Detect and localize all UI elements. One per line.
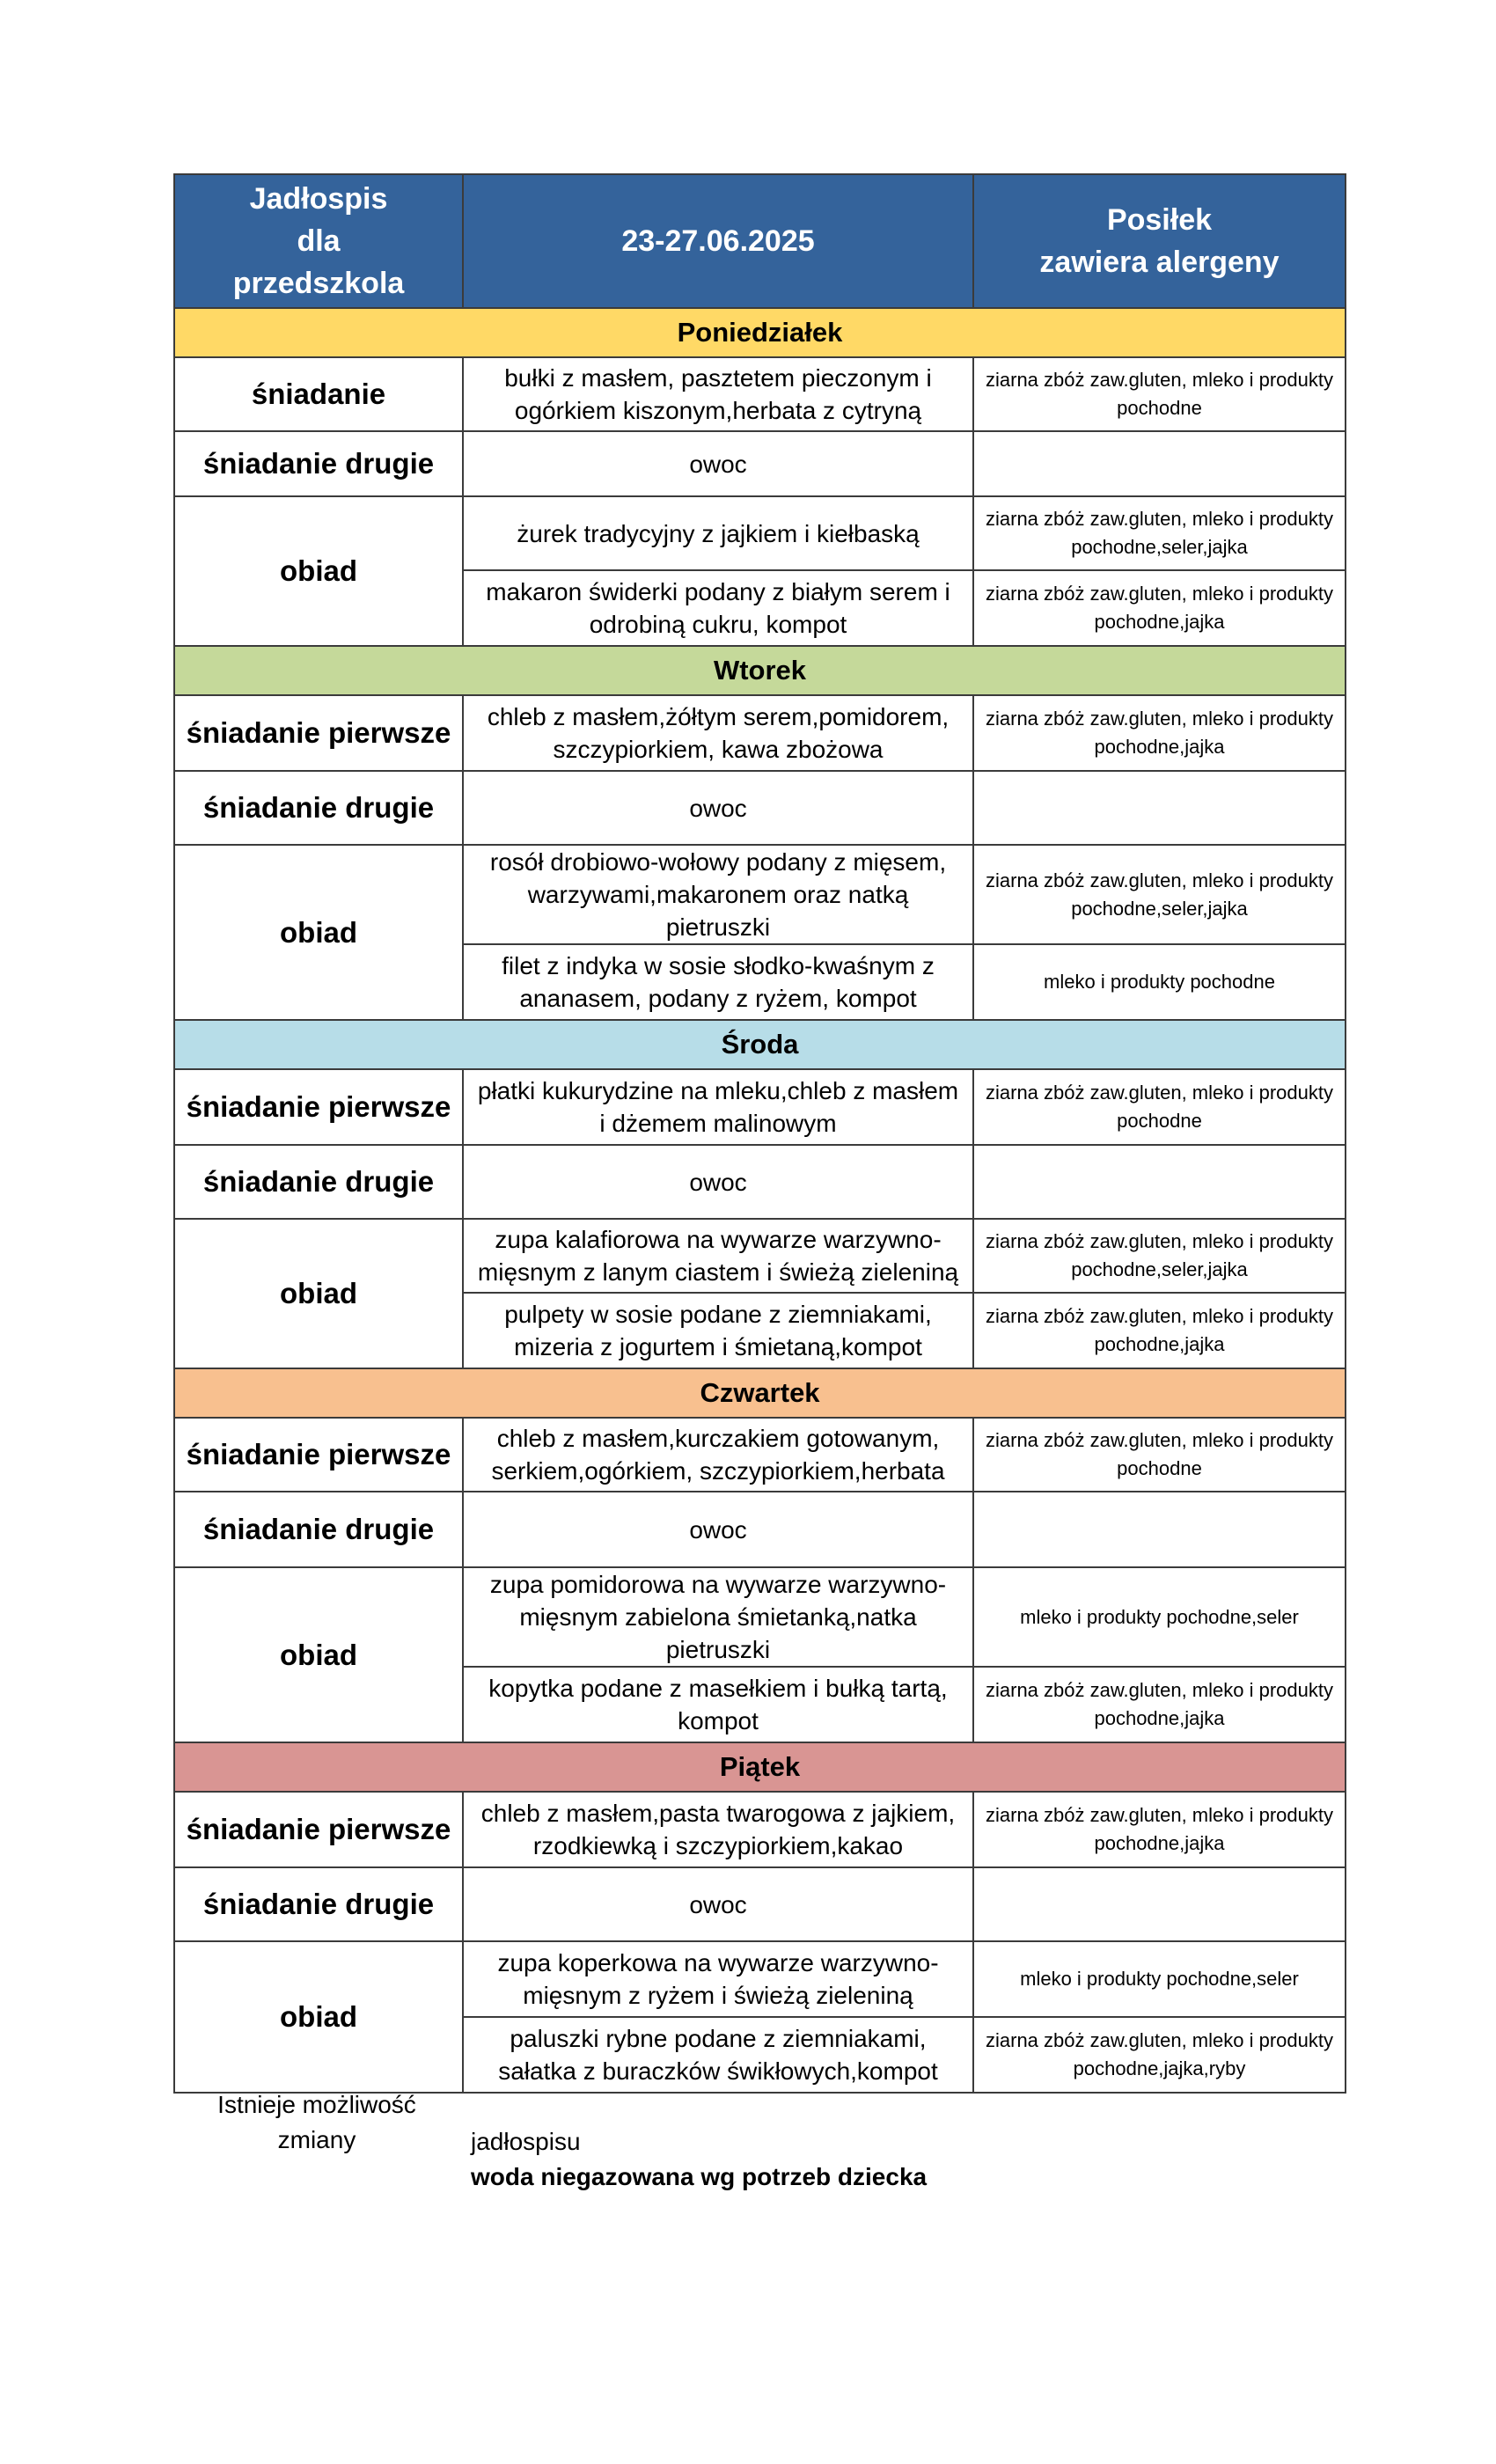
header-title-line: przedszkola (232, 267, 405, 300)
day-name: Poniedziałek (174, 308, 1346, 357)
dish-text: owoc (463, 1145, 973, 1219)
note-line-3: jadłospisu (471, 2128, 581, 2155)
meal-row-obiad (174, 845, 1346, 944)
allergen-text: ziarna zbóż zaw.gluten, mleko i produkty pochodne,seler,jajka (973, 845, 1346, 944)
allergen-text: ziarna zbóż zaw.gluten, mleko i produkty pochodne,jajka (973, 1667, 1346, 1742)
day-row-czwartek (174, 1368, 1346, 1418)
meal-row-drugie (174, 771, 1346, 845)
dish-text: pulpety w sosie podane z ziemniakami, mizeria z jogurtem i śmietaną,kompot (463, 1293, 973, 1368)
allergen-text (973, 771, 1346, 845)
allergen-text: ziarna zbóż zaw.gluten, mleko i produkty pochodne,seler,jajka (973, 496, 1346, 570)
allergen-text: ziarna zbóż zaw.gluten, mleko i produkty pochodne,jajka (973, 1293, 1346, 1368)
header-row (174, 174, 1346, 308)
meal-label: śniadanie (174, 357, 463, 431)
meal-label: śniadanie drugie (174, 431, 463, 496)
allergen-text: ziarna zbóż zaw.gluten, mleko i produkty pochodne,jajka (973, 1792, 1346, 1867)
allergen-text: mleko i produkty pochodne (973, 944, 1346, 1020)
allergen-text: ziarna zbóż zaw.gluten, mleko i produkty pochodne,seler,jajka (973, 1219, 1346, 1293)
dish-text: owoc (463, 1492, 973, 1567)
menu-table (173, 173, 1346, 2094)
day-name: Wtorek (174, 646, 1346, 695)
meal-label: obiad (174, 1941, 463, 2093)
water-note: woda niegazowana wg potrzeb dziecka (471, 2163, 928, 2190)
meal-row-sniadanie (174, 357, 1346, 431)
meal-label: śniadanie drugie (174, 1492, 463, 1567)
meal-label: obiad (174, 1567, 463, 1742)
allergen-text: ziarna zbóż zaw.gluten, mleko i produkty pochodne,jajka (973, 695, 1346, 771)
dish-text: owoc (463, 1867, 973, 1941)
note-line-1: Istnieje możliwość (217, 2091, 416, 2118)
allergen-text: ziarna zbóż zaw.gluten, mleko i produkty pochodne (973, 357, 1346, 431)
allergen-text (973, 1867, 1346, 1941)
dish-text: chleb z masłem,pasta twarogowa z jajkiem, rzodkiewką i szczypiorkiem,kakao (463, 1792, 973, 1867)
dish-text: owoc (463, 771, 973, 845)
day-row-piatek (174, 1742, 1346, 1792)
meal-label: śniadanie pierwsze (174, 1418, 463, 1492)
meal-row-obiad (174, 496, 1346, 570)
day-name: Czwartek (174, 1368, 1346, 1418)
dish-text: płatki kukurydzine na mleku,chleb z masłem i dżemem malinowym (463, 1069, 973, 1145)
day-name: Piątek (174, 1742, 1346, 1792)
dish-text: paluszki rybne podane z ziemniakami, sałatka z buraczków świkłowych,kompot (463, 2017, 973, 2093)
meal-row-drugie (174, 1145, 1346, 1219)
allergen-text: ziarna zbóż zaw.gluten, mleko i produkty pochodne (973, 1069, 1346, 1145)
meal-row-sniadanie (174, 1069, 1346, 1145)
allergen-text: mleko i produkty pochodne,seler (973, 1941, 1346, 2017)
dish-text: żurek tradycyjny z jajkiem i kiełbaską (463, 496, 973, 570)
allergen-text (973, 1492, 1346, 1567)
allergen-text (973, 1145, 1346, 1219)
day-row-poniedzialek (174, 308, 1346, 357)
meal-label: śniadanie pierwsze (174, 1069, 463, 1145)
header-allergens (973, 174, 1346, 308)
dish-text: chleb z masłem,kurczakiem gotowanym, serkiem,ogórkiem, szczypiorkiem,herbata (463, 1418, 973, 1492)
meal-label: obiad (174, 496, 463, 646)
dish-text: bułki z masłem, pasztetem pieczonym i ogórkiem kiszonym,herbata z cytryną (463, 357, 973, 431)
allergen-text: ziarna zbóż zaw.gluten, mleko i produkty pochodne,jajka,ryby (973, 2017, 1346, 2093)
header-dates: 23-27.06.2025 (463, 174, 973, 308)
dish-text: rosół drobiowo-wołowy podany z mięsem, warzywami,makaronem oraz natką pietruszki (463, 845, 973, 944)
dish-text: makaron świderki podany z białym serem i odrobiną cukru, kompot (463, 570, 973, 646)
dish-text: zupa koperkowa na wywarze warzywno-mięsnym z ryżem i świeżą zieleniną (463, 1941, 973, 2017)
allergen-text: ziarna zbóż zaw.gluten, mleko i produkty pochodne,jajka (973, 570, 1346, 646)
dish-text: filet z indyka w sosie słodko-kwaśnym z ananasem, podany z ryżem, kompot (463, 944, 973, 1020)
meal-row-sniadanie (174, 1418, 1346, 1492)
header-title (174, 174, 463, 308)
allergen-text: mleko i produkty pochodne,seler (973, 1567, 1346, 1667)
day-row-wtorek (174, 646, 1346, 695)
allergen-text: ziarna zbóż zaw.gluten, mleko i produkty pochodne (973, 1418, 1346, 1492)
header-title-line: Jadłospis (249, 182, 388, 216)
note-line-2: zmiany (277, 2126, 356, 2153)
meal-row-sniadanie (174, 695, 1346, 771)
dish-text: owoc (463, 431, 973, 496)
meal-row-obiad (174, 1567, 1346, 1667)
meal-label: śniadanie pierwsze (174, 695, 463, 771)
header-allergens-line: Posiłek (1106, 203, 1213, 237)
allergen-text (973, 431, 1346, 496)
meal-label: śniadanie drugie (174, 771, 463, 845)
meal-row-drugie (174, 1492, 1346, 1567)
dish-text: kopytka podane z masełkiem i bułką tartą, kompot (463, 1667, 973, 1742)
meal-row-obiad (174, 1219, 1346, 1293)
meal-label: śniadanie drugie (174, 1145, 463, 1219)
day-name: Środa (174, 1020, 1346, 1069)
meal-row-drugie (174, 431, 1346, 496)
dish-text: chleb z masłem,żółtym serem,pomidorem, szczypiorkiem, kawa zbożowa (463, 695, 973, 771)
meal-label: śniadanie pierwsze (174, 1792, 463, 1867)
meal-label: obiad (174, 1219, 463, 1368)
meal-row-sniadanie (174, 1792, 1346, 1867)
day-row-sroda (174, 1020, 1346, 1069)
dish-text: zupa pomidorowa na wywarze warzywno-mięsnym zabielona śmietanką,natka pietruszki (463, 1567, 973, 1667)
header-allergens-line: zawiera alergeny (1039, 246, 1280, 279)
meal-label: obiad (174, 845, 463, 1020)
dish-text: zupa kalafiorowa na wywarze warzywno-mięsnym z lanym ciastem i świeżą zieleniną (463, 1219, 973, 1293)
meal-label: śniadanie drugie (174, 1867, 463, 1941)
header-title-line: dla (297, 224, 341, 258)
meal-row-obiad (174, 1941, 1346, 2017)
meal-row-drugie (174, 1867, 1346, 1941)
